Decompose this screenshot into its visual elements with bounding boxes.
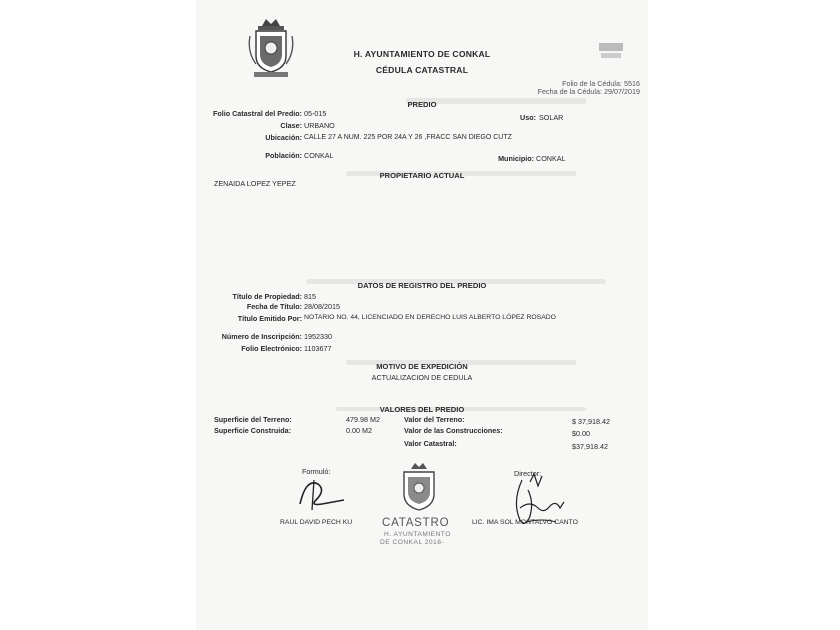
titulo-emitido-label: Título Emitido Por:: [237, 314, 302, 323]
municipio-value: CONKAL: [536, 154, 566, 163]
valor-construcciones-label: Valor de las Construcciones:: [404, 426, 503, 435]
document-title: CÉDULA CATASTRAL: [375, 65, 469, 75]
folio-predio-value: 05-015: [304, 109, 327, 118]
poblacion-label: Población:: [265, 151, 302, 160]
folio-cedula-label: Folio de la Cédula:: [562, 79, 622, 88]
motivo-heading: MOTIVO DE EXPEDICIÓN: [376, 362, 468, 371]
stamp-line-3: DE CONKAL 2018-: [380, 539, 445, 546]
uso-label: Uso:: [520, 113, 536, 122]
valor-terreno-label: Valor del Terreno:: [404, 415, 465, 424]
stamp-line-1: CATASTRO: [382, 517, 450, 529]
clase-label: Clase:: [280, 121, 302, 130]
numero-inscripcion-label: Número de Inscripción:: [221, 332, 302, 341]
titulo-emitido-value: NOTARIO NO. 44, LICENCIADO EN DERECHO LUIS ALBERTO LÓPEZ ROSADO: [304, 314, 556, 321]
folio-predio-label: Folio Catastral del Predio:: [212, 109, 302, 118]
formulo-signature-icon: [292, 474, 352, 514]
folio-electronico-label: Folio Electrónico:: [241, 344, 302, 353]
superficie-terreno-label: Superficie del Terreno:: [214, 415, 292, 424]
director-name: LIC. IMA SOL MONTALVO CANTO: [472, 519, 578, 526]
motivo-value: ACTUALIZACION DE CEDULA: [371, 373, 473, 382]
uso-value: SOLAR: [539, 113, 564, 122]
municipal-logo-icon: [598, 42, 624, 60]
municipio-label: Municipio:: [498, 154, 534, 163]
formulo-name: RAUL DAVID PECH KU: [280, 519, 353, 526]
fecha-cedula-label: Fecha de la Cédula:: [537, 87, 603, 96]
propietario-heading: PROPIETARIO ACTUAL: [379, 171, 465, 180]
formulo-label: Formuló:: [302, 467, 331, 476]
superficie-construida-value: 0.00 M2: [346, 426, 372, 435]
valor-construcciones-value: $0.00: [572, 429, 590, 438]
valor-catastral-value: $37,918.42: [572, 442, 608, 451]
valores-heading: VALORES DEL PREDIO: [379, 405, 465, 414]
catastro-seal-icon: [396, 460, 442, 516]
stamp-line-2: H. AYUNTAMIENTO: [384, 531, 451, 538]
clase-value: URBANO: [304, 121, 335, 130]
valor-terreno-value: $ 37,918.42: [572, 417, 610, 426]
superficie-terreno-value: 479.98 M2: [346, 415, 380, 424]
superficie-construida-label: Superficie Construida:: [214, 426, 292, 435]
document-sheet: [196, 0, 648, 630]
coat-of-arms-icon: [248, 16, 294, 80]
ubicacion-label: Ubicación:: [265, 133, 302, 142]
poblacion-value: CONKAL: [304, 151, 334, 160]
folio-electronico-value: 1103677: [304, 344, 332, 353]
predio-heading: PREDIO: [407, 100, 437, 109]
titulo-propiedad-label: Título de Propiedad:: [232, 292, 302, 301]
municipality-title: H. AYUNTAMIENTO DE CONKAL: [353, 49, 491, 59]
registro-heading: DATOS DE REGISTRO DEL PREDIO: [357, 281, 487, 290]
fecha-titulo-value: 28/08/2015: [304, 302, 340, 311]
propietario-name: ZENAIDA LOPEZ YEPEZ: [214, 179, 296, 188]
titulo-propiedad-value: 815: [304, 292, 316, 301]
numero-inscripcion-value: 1952330: [304, 332, 332, 341]
valor-catastral-label: Valor Catastral:: [404, 439, 457, 448]
director-label: Director:: [514, 469, 542, 478]
ubicacion-value: CALLE 27 A NUM. 225 POR 24A Y 26 ,FRACC SAN DIEGO CUTZ: [304, 134, 512, 141]
folio-cedula-value: 5516: [624, 79, 640, 88]
fecha-titulo-label: Fecha de Título:: [246, 302, 302, 311]
fecha-cedula-value: 29/07/2019: [604, 87, 640, 96]
